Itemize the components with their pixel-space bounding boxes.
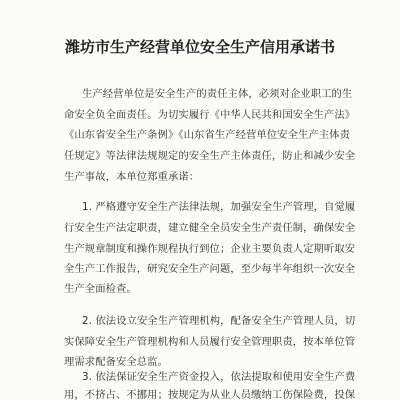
body-line: 2. 依法设立安全生产管理机构，配备安全生产管理人员，切 xyxy=(82,315,356,327)
body-line: 用，不挤占、不挪用；按规定为从业人员缴纳工伤保险费，投保 xyxy=(64,389,356,401)
body-line: 生产事故，本单位郑重承诺： xyxy=(64,171,200,183)
body-line: 1. 严格遵守安全生产法律法规，加强安全生产管理，自觉履 xyxy=(82,201,356,213)
body-line: 全生产工作报告，研究安全生产问题，至少每半年组织一次安全 xyxy=(64,263,356,275)
body-line: 行安全生产法定职责，建立健全全员安全生产责任制，确保安全 xyxy=(64,222,356,234)
body-line: 生产全面检查。 xyxy=(64,283,137,295)
body-line: 命安全负全面责任。为切实履行《中华人民共和国安全生产法》 xyxy=(64,109,356,121)
body-line: 生产规章制度和操作规程执行到位；企业主要负责人定期听取安 xyxy=(64,243,356,255)
body-line: 3. 依法保证安全生产资金投入，依法提取和使用安全生产费 xyxy=(82,371,356,383)
body-line: 理需求配备安全总监。 xyxy=(64,356,168,368)
body-line: 实保障安全生产管理机构和人员履行安全管理职责，按本单位管 xyxy=(64,336,356,348)
body-line: 任规定》等法律法规规定的安全生产主体责任，防止和减少安全 xyxy=(64,150,356,162)
body-line: 《山东省安全生产条例》《山东省生产经营单位安全生产主体责 xyxy=(64,129,350,141)
document-title: 潍坊市生产经营单位安全生产信用承诺书 xyxy=(64,38,335,56)
body-line: 生产经营单位是安全生产的责任主体，必须对企业职工的生 xyxy=(82,88,353,100)
